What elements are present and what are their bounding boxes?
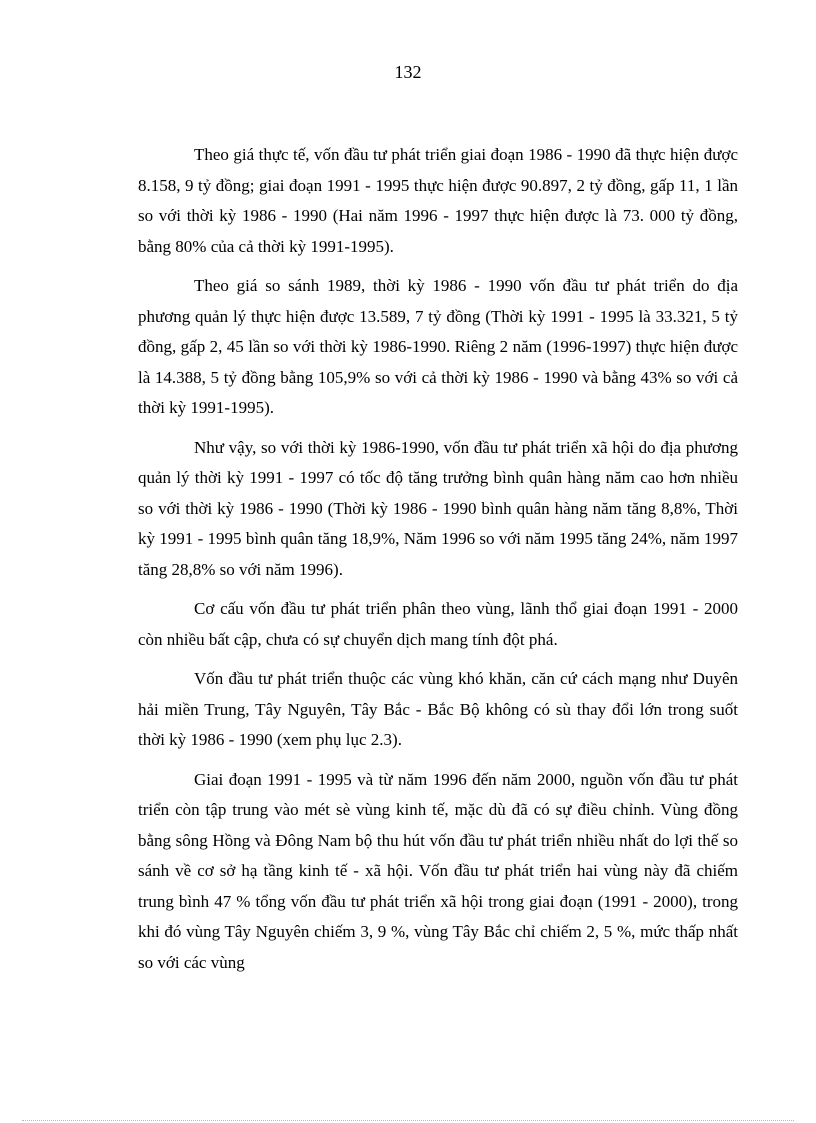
page-bottom-divider — [22, 1120, 794, 1121]
paragraph-regional-structure: Cơ cấu vốn đầu tư phát triển phân theo vùng, lãnh thổ giai đoạn 1991 - 2000 còn nhiều bất cập, chưa có sự chuyển dịch mang tính đột phá. — [138, 599, 738, 649]
paragraph-difficult-regions: Vốn đầu tư phát triển thuộc các vùng khó khăn, căn cứ cách mạng như Duyên hải miền Trung, Tây Nguyên, Tây Bắc - Bắc Bộ không có sù thay đổi lớn trong suốt thời kỳ 1986 - 1990 (xem phụ lục 2.3). — [138, 669, 738, 749]
paragraph-current-prices: Theo giá thực tế, vốn đầu tư phát triển giai đoạn 1986 - 1990 đã thực hiện được 8.158, 9 tỷ đồng; giai đoạn 1991 - 1995 thực hiện được 90.897, 2 tỷ đồng, gấp 11, 1 lần so với thời kỳ 1986 - 1990 (Hai năm 1996 - 1997 thực hiện được là 73. 000 tỷ đồng, bằng 80% của cả thời kỳ 1991-1995). — [138, 145, 738, 256]
paragraph-growth-rate: Như vậy, so với thời kỳ 1986-1990, vốn đầu tư phát triển xã hội do địa phương quản lý thời kỳ 1991 - 1997 có tốc độ tăng trưởng bình quân hàng năm cao hơn nhiều so với thời kỳ 1986 - 1990 (Thời kỳ 1986 - 1990 bình quân hàng năm tăng 8,8%, Thời kỳ 1991 - 1995 bình quân tăng 18,9%, Năm 1996 so với năm 1995 tăng 24%, năm 1997 tăng 28,8% so với năm 1996). — [138, 437, 738, 579]
paragraph-comparable-prices: Theo giá so sánh 1989, thời kỳ 1986 - 1990 vốn đầu tư phát triển do địa phương quản lý thực hiện được 13.589, 7 tỷ đồng (Thời kỳ 1991 - 1995 là 33.321, 5 tỷ đồng, gấp 2, 45 lần so với thời kỳ 1986-1990. Riêng 2 năm (1996-1997) thực hiện được là 14.388, 5 tỷ đồng bằng 105,9% so với cả thời kỳ 1986 - 1990 và bằng 43% so với cả thời kỳ 1991-1995). — [138, 276, 738, 417]
paragraph-investment-concentration: Giai đoạn 1991 - 1995 và từ năm 1996 đến năm 2000, nguồn vốn đầu tư phát triển còn tập trung vào mét sè vùng kinh tế, mặc dù đã có sự điều chỉnh. Vùng đồng bằng sông Hồng và Đông Nam bộ thu hút vốn đầu tư phát triển nhiều nhất do lợi thế so sánh về cơ sở hạ tầng kinh tế - xã hội. Vốn đầu tư phát triển hai vùng này đã chiếm trung bình 47 % tổng vốn đầu tư phát triển xã hội trong giai đoạn (1991 - 2000), trong khi đó vùng Tây Nguyên chiếm 3, 9 %, vùng Tây Bắc chỉ chiếm 2, 5 %, mức thấp nhất so với các vùng — [138, 769, 738, 972]
page-number: 132 — [394, 62, 422, 82]
document-body — [138, 140, 738, 987]
